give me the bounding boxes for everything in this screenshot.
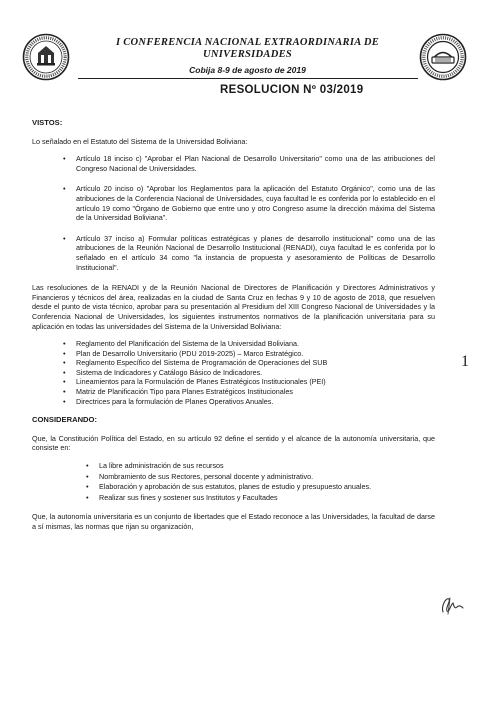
list-item: • Sistema de Indicadores y Catálogo Básico de Indicadores. [76, 368, 435, 378]
list-item: • Plan de Desarrollo Universitario (PDU 2019-2025) – Marco Estratégico. [76, 349, 435, 359]
conference-title [80, 37, 415, 61]
university-seal-icon [22, 33, 70, 81]
vistos-heading: VISTOS: [32, 118, 63, 127]
list-item: • Reglamento Específico del Sistema de Programación de Operaciones del SUB [76, 358, 435, 368]
considerando-heading: CONSIDERANDO: [32, 415, 97, 425]
conference-title-line2: UNIVERSIDADES [202, 49, 293, 60]
list-item: • Elaboración y aprobación de sus estatutos, planes de estudio y presupuesto anuales. [99, 482, 435, 492]
list-item: • Matriz de Planificación Tipo para Planes Estratégicos Institucionales [76, 387, 435, 397]
header-divider [78, 78, 418, 79]
vistos-intro: Lo señalado en el Estatuto del Sistema de la Universidad Boliviana: [32, 136, 248, 146]
conference-title-line1: I CONFERENCIA NACIONAL EXTRAORDINARIA DE [115, 37, 380, 48]
ceub-seal-icon [419, 33, 467, 81]
page-number: 1 [461, 353, 469, 370]
list-item-article-20: • Artículo 20 inciso o) "Aprobar los Reglamentos para la aplicación del Estatuto Orgánico", como una de las atribuciones de la Conferencia Nacional de Universidades, cuya facultad le es conferida por lo establecido en el artículo 19 como "Órgano de Gobierno que entre uno y otro Congreso asume la dirección máxima del Sistema de la Universidad Boliviana". [76, 184, 435, 222]
constitution-paragraph: Que, la Constitución Política del Estado, en su artículo 92 define el sentido y el alcance de la autonomía universitaria, que consiste en: [32, 433, 435, 453]
article-list [76, 154, 435, 272]
instrument-list [76, 339, 435, 406]
list-item: • La libre administración de sus recursos [99, 461, 435, 471]
conference-date: Cobija 8-9 de agosto de 2019 [189, 65, 306, 75]
list-item-article-37: • Artículo 37 inciso a) Formular políticas estratégicas y planes de desarrollo institucional" como una de las atribuciones de la Reunión Nacional de Desarrollo Institucional (RENADI), cuya facultad le es conferida por lo señalado en el artículo 34 como "la instancia de propuesta y asesoramiento de Políticas de Desarrollo Institucional". [76, 234, 435, 272]
autonomy-paragraph: Que, la autonomía universitaria es un conjunto de libertades que el Estado reconoce a las Universidades, la facultad de darse a sí mismas, las normas que rijan su organización, [32, 512, 435, 531]
list-item: • Lineamientos para la Formulación de Planes Estratégicos Institucionales (PEI) [76, 377, 435, 387]
list-item-article-18: • Artículo 18 inciso c) "Aprobar el Plan Nacional de Desarrollo Universitario" como una de las atribuciones del Congreso Nacional de Universidades. [76, 154, 435, 173]
list-item: • Directrices para la formulación de Planes Operativos Anuales. [76, 397, 435, 407]
list-item: • Nombramiento de sus Rectores, personal docente y administrativo. [99, 472, 435, 482]
handwritten-signature-icon [437, 594, 469, 616]
list-item: • Realizar sus fines y sostener sus Institutos y Facultades [99, 493, 435, 503]
document-body [32, 118, 435, 540]
resolution-number: RESOLUCION Nº 03/2019 [220, 84, 364, 96]
resoluciones-paragraph: Las resoluciones de la RENADI y de la Reunión Nacional de Directores de Planificación y Directores Administrativos y Financieros y técnicos del área, realizadas en la ciudad de Santa Cruz en fechas 9 y 10 de agosto de 2018, que resuelven desde el punto de vista técnico, aprobar para su presentación al Presidium del XIII Congreso Nacional de Universidades y la Conferencia Nacional de Universidades, los siguientes instrumentos normativos de la planificación universitaria para su aplicación en todas las universidades del Sistema de la Universidad Boliviana: [32, 283, 435, 331]
autonomy-list [99, 461, 435, 502]
list-item: • Reglamento del Planificación del Sistema de la Universidad Boliviana. [76, 339, 435, 349]
